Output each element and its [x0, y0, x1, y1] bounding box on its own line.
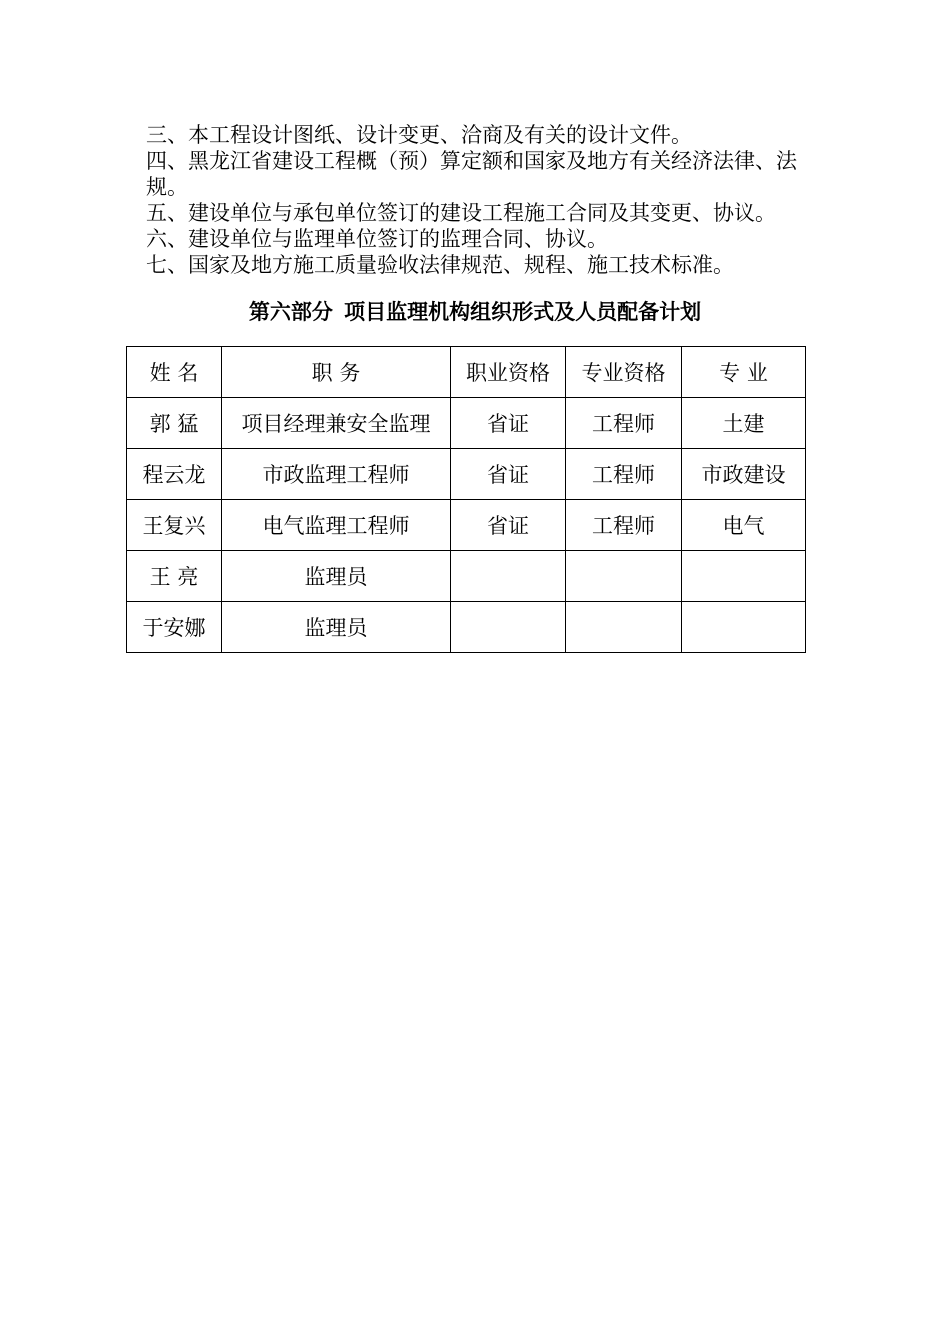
- cell-position: 项目经理兼安全监理: [222, 398, 451, 449]
- cell-vocational-qualification: 省证: [451, 398, 566, 449]
- staff-table: [126, 346, 806, 653]
- table-header-row: [127, 347, 806, 398]
- cell-specialty: [682, 602, 806, 653]
- cell-position: 监理员: [222, 551, 451, 602]
- header-position: 职 务: [222, 347, 451, 398]
- header-vocational-qualification: 职业资格: [451, 347, 566, 398]
- basis-item: 七、国家及地方施工质量验收法律规范、规程、施工技术标准。: [146, 253, 734, 277]
- cell-position: 市政监理工程师: [222, 449, 451, 500]
- table-row: [127, 398, 806, 449]
- header-specialty: 专 业: [682, 347, 806, 398]
- header-professional-qualification: 专业资格: [566, 347, 682, 398]
- cell-specialty: 市政建设: [682, 449, 806, 500]
- cell-professional-qualification: 工程师: [566, 449, 682, 500]
- cell-name: 王复兴: [127, 500, 222, 551]
- cell-specialty: 电气: [682, 500, 806, 551]
- cell-specialty: 土建: [682, 398, 806, 449]
- cell-position: 监理员: [222, 602, 451, 653]
- cell-vocational-qualification: [451, 551, 566, 602]
- cell-professional-qualification: [566, 551, 682, 602]
- cell-vocational-qualification: [451, 602, 566, 653]
- cell-professional-qualification: 工程师: [566, 500, 682, 551]
- cell-professional-qualification: [566, 602, 682, 653]
- basis-item: 四、黑龙江省建设工程概（预）算定额和国家及地方有关经济法律、法规。: [146, 149, 797, 199]
- cell-position: 电气监理工程师: [222, 500, 451, 551]
- cell-name: 程云龙: [127, 449, 222, 500]
- basis-item: 六、建设单位与监理单位签订的监理合同、协议。: [146, 227, 608, 251]
- cell-name: 于安娜: [127, 602, 222, 653]
- table-row: [127, 602, 806, 653]
- section-title: 第六部分 项目监理机构组织形式及人员配备计划: [248, 300, 702, 324]
- cell-vocational-qualification: 省证: [451, 449, 566, 500]
- cell-specialty: [682, 551, 806, 602]
- basis-list: [146, 122, 836, 278]
- header-name: 姓 名: [127, 347, 222, 398]
- table-row: [127, 449, 806, 500]
- cell-professional-qualification: 工程师: [566, 398, 682, 449]
- cell-name: 王 亮: [127, 551, 222, 602]
- cell-name: 郭 猛: [127, 398, 222, 449]
- basis-item: 五、建设单位与承包单位签订的建设工程施工合同及其变更、协议。: [146, 201, 776, 225]
- table-row: [127, 551, 806, 602]
- basis-item: 三、本工程设计图纸、设计变更、洽商及有关的设计文件。: [146, 123, 692, 147]
- table-row: [127, 500, 806, 551]
- cell-vocational-qualification: 省证: [451, 500, 566, 551]
